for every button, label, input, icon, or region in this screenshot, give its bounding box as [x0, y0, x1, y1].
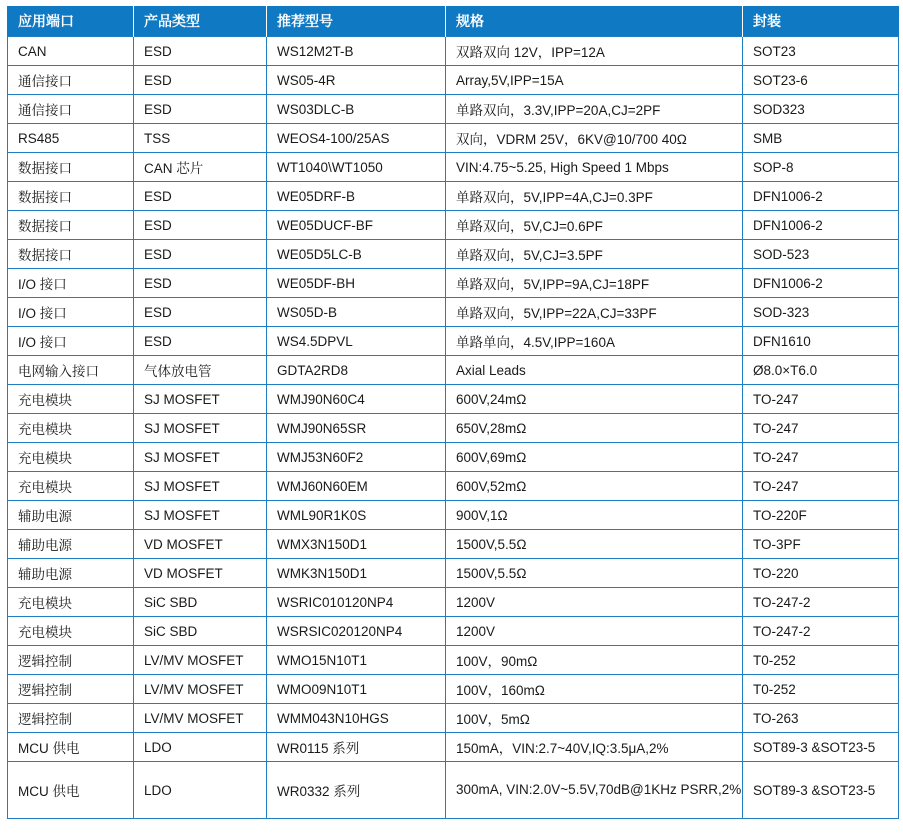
model-cell: WSRSIC020120NP4: [267, 617, 446, 646]
spec-cell: 单路双向，5V,IPP=4A,CJ=0.3PF: [446, 182, 743, 211]
spec-cell: 双路双向 12V，IPP=12A: [446, 37, 743, 66]
spec-cell: 1200V: [446, 588, 743, 617]
model-cell: WMX3N150D1: [267, 530, 446, 559]
product-type-cell: VD MOSFET: [134, 559, 267, 588]
table-header-row: [8, 6, 899, 37]
product-type-cell: SiC SBD: [134, 617, 267, 646]
model-cell: WS05D-B: [267, 298, 446, 327]
column-header-specification: 规格: [446, 6, 743, 37]
application-port-cell: 辅助电源: [8, 530, 134, 559]
model-cell: WMJ90N60C4: [267, 385, 446, 414]
spec-cell: 600V,52mΩ: [446, 472, 743, 501]
model-cell: WMO09N10T1: [267, 675, 446, 704]
spec-cell: 1200V: [446, 617, 743, 646]
spec-cell: 单路单向，4.5V,IPP=160A: [446, 327, 743, 356]
table-row: [8, 66, 899, 95]
table-row: [8, 762, 899, 819]
application-port-cell: MCU 供电: [8, 733, 134, 762]
application-port-cell: 逻辑控制: [8, 704, 134, 733]
package-cell: SOT23-6: [743, 66, 899, 95]
product-type-cell: 气体放电管: [134, 356, 267, 385]
package-cell: DFN1006-2: [743, 269, 899, 298]
package-cell: SOD323: [743, 95, 899, 124]
spec-cell: 600V,24mΩ: [446, 385, 743, 414]
application-port-cell: 数据接口: [8, 182, 134, 211]
table-row: [8, 298, 899, 327]
application-port-cell: 逻辑控制: [8, 675, 134, 704]
package-cell: SOT89-3 &SOT23-5: [743, 733, 899, 762]
package-cell: TO-263: [743, 704, 899, 733]
table-row: [8, 385, 899, 414]
application-port-cell: 充电模块: [8, 414, 134, 443]
package-cell: DFN1006-2: [743, 182, 899, 211]
column-header-package: 封装: [743, 6, 899, 37]
table-row: [8, 646, 899, 675]
spec-cell: 100V，5mΩ: [446, 704, 743, 733]
product-type-cell: LV/MV MOSFET: [134, 675, 267, 704]
application-port-cell: 通信接口: [8, 66, 134, 95]
application-port-cell: 充电模块: [8, 443, 134, 472]
table-row: [8, 588, 899, 617]
model-cell: WS05-4R: [267, 66, 446, 95]
table-row: [8, 153, 899, 182]
table-row: [8, 414, 899, 443]
spec-cell: 单路双向，5V,CJ=3.5PF: [446, 240, 743, 269]
product-spec-table: [7, 6, 899, 819]
application-port-cell: 数据接口: [8, 211, 134, 240]
table-row: [8, 733, 899, 762]
package-cell: Ø8.0×T6.0: [743, 356, 899, 385]
application-port-cell: 电网输入接口: [8, 356, 134, 385]
spec-cell: 1500V,5.5Ω: [446, 530, 743, 559]
application-port-cell: 数据接口: [8, 240, 134, 269]
product-type-cell: LDO: [134, 733, 267, 762]
product-type-cell: ESD: [134, 95, 267, 124]
application-port-cell: RS485: [8, 124, 134, 153]
application-port-cell: 通信接口: [8, 95, 134, 124]
product-type-cell: ESD: [134, 240, 267, 269]
product-type-cell: SJ MOSFET: [134, 414, 267, 443]
package-cell: DFN1610: [743, 327, 899, 356]
model-cell: WMJ90N65SR: [267, 414, 446, 443]
table-row: [8, 211, 899, 240]
model-cell: WMJ60N60EM: [267, 472, 446, 501]
product-type-cell: VD MOSFET: [134, 530, 267, 559]
column-header-recommended-model: 推荐型号: [267, 6, 446, 37]
table-row: [8, 356, 899, 385]
package-cell: TO-247: [743, 443, 899, 472]
package-cell: TO-247: [743, 414, 899, 443]
column-header-application-port: 应用端口: [8, 6, 134, 37]
table-row: [8, 530, 899, 559]
package-cell: TO-247-2: [743, 617, 899, 646]
spec-cell: Array,5V,IPP=15A: [446, 66, 743, 95]
table-row: [8, 559, 899, 588]
model-cell: WS03DLC-B: [267, 95, 446, 124]
table-row: [8, 472, 899, 501]
spec-cell: 150mA，VIN:2.7~40V,IQ:3.5μA,2%: [446, 733, 743, 762]
application-port-cell: I/O 接口: [8, 298, 134, 327]
package-cell: T0-252: [743, 646, 899, 675]
model-cell: WR0332 系列: [267, 762, 446, 819]
product-type-cell: SJ MOSFET: [134, 443, 267, 472]
model-cell: WE05D5LC-B: [267, 240, 446, 269]
spec-cell: 100V，160mΩ: [446, 675, 743, 704]
model-cell: WML90R1K0S: [267, 501, 446, 530]
model-cell: WS4.5DPVL: [267, 327, 446, 356]
table-row: [8, 124, 899, 153]
spec-cell: 单路双向，3.3V,IPP=20A,CJ=2PF: [446, 95, 743, 124]
model-cell: GDTA2RD8: [267, 356, 446, 385]
application-port-cell: I/O 接口: [8, 327, 134, 356]
spec-cell: 100V，90mΩ: [446, 646, 743, 675]
spec-cell: 单路双向，5V,IPP=22A,CJ=33PF: [446, 298, 743, 327]
application-port-cell: CAN: [8, 37, 134, 66]
package-cell: T0-252: [743, 675, 899, 704]
model-cell: WMK3N150D1: [267, 559, 446, 588]
model-cell: WMJ53N60F2: [267, 443, 446, 472]
package-cell: TO-220F: [743, 501, 899, 530]
product-type-cell: CAN 芯片: [134, 153, 267, 182]
application-port-cell: 充电模块: [8, 588, 134, 617]
application-port-cell: 辅助电源: [8, 501, 134, 530]
model-cell: WEOS4-100/25AS: [267, 124, 446, 153]
product-type-cell: TSS: [134, 124, 267, 153]
application-port-cell: 逻辑控制: [8, 646, 134, 675]
product-type-cell: ESD: [134, 327, 267, 356]
package-cell: DFN1006-2: [743, 211, 899, 240]
table-row: [8, 443, 899, 472]
spec-cell: 单路双向，5V,CJ=0.6PF: [446, 211, 743, 240]
column-header-product-type: 产品类型: [134, 6, 267, 37]
model-cell: WSRIC010120NP4: [267, 588, 446, 617]
application-port-cell: 充电模块: [8, 617, 134, 646]
model-cell: WE05DRF-B: [267, 182, 446, 211]
table-row: [8, 95, 899, 124]
model-cell: WR0115 系列: [267, 733, 446, 762]
spec-cell: Axial Leads: [446, 356, 743, 385]
model-cell: WE05DF-BH: [267, 269, 446, 298]
model-cell: WS12M2T-B: [267, 37, 446, 66]
application-port-cell: 辅助电源: [8, 559, 134, 588]
product-type-cell: ESD: [134, 211, 267, 240]
table-body: [8, 37, 899, 819]
package-cell: TO-247-2: [743, 588, 899, 617]
table-row: [8, 182, 899, 211]
table-row: [8, 617, 899, 646]
spec-cell: 双向，VDRM 25V，6KV@10/700 40Ω: [446, 124, 743, 153]
product-type-cell: LV/MV MOSFET: [134, 646, 267, 675]
package-cell: SOP-8: [743, 153, 899, 182]
application-port-cell: I/O 接口: [8, 269, 134, 298]
package-cell: TO-247: [743, 385, 899, 414]
spec-cell: 300mA, VIN:2.0V~5.5V,70dB@1KHz PSRR,2%: [446, 762, 743, 819]
spec-cell: 650V,28mΩ: [446, 414, 743, 443]
model-cell: WMM043N10HGS: [267, 704, 446, 733]
table-row: [8, 675, 899, 704]
spec-cell: VIN:4.75~5.25, High Speed 1 Mbps: [446, 153, 743, 182]
table-row: [8, 501, 899, 530]
package-cell: TO-247: [743, 472, 899, 501]
package-cell: TO-3PF: [743, 530, 899, 559]
table-row: [8, 704, 899, 733]
product-type-cell: ESD: [134, 37, 267, 66]
table-row: [8, 240, 899, 269]
package-cell: SOD-523: [743, 240, 899, 269]
spec-cell: 900V,1Ω: [446, 501, 743, 530]
spec-cell: 600V,69mΩ: [446, 443, 743, 472]
table-row: [8, 269, 899, 298]
model-cell: WT1040\WT1050: [267, 153, 446, 182]
product-type-cell: ESD: [134, 298, 267, 327]
package-cell: SMB: [743, 124, 899, 153]
product-type-cell: ESD: [134, 66, 267, 95]
product-type-cell: SJ MOSFET: [134, 501, 267, 530]
product-type-cell: ESD: [134, 269, 267, 298]
application-port-cell: 数据接口: [8, 153, 134, 182]
product-type-cell: ESD: [134, 182, 267, 211]
package-cell: SOT89-3 &SOT23-5: [743, 762, 899, 819]
model-cell: WMO15N10T1: [267, 646, 446, 675]
product-type-cell: LV/MV MOSFET: [134, 704, 267, 733]
package-cell: TO-220: [743, 559, 899, 588]
application-port-cell: 充电模块: [8, 472, 134, 501]
package-cell: SOD-323: [743, 298, 899, 327]
table-row: [8, 327, 899, 356]
product-type-cell: LDO: [134, 762, 267, 819]
application-port-cell: 充电模块: [8, 385, 134, 414]
application-port-cell: MCU 供电: [8, 762, 134, 819]
product-type-cell: SJ MOSFET: [134, 472, 267, 501]
spec-cell: 单路双向，5V,IPP=9A,CJ=18PF: [446, 269, 743, 298]
spec-cell: 1500V,5.5Ω: [446, 559, 743, 588]
product-type-cell: SiC SBD: [134, 588, 267, 617]
package-cell: SOT23: [743, 37, 899, 66]
product-type-cell: SJ MOSFET: [134, 385, 267, 414]
model-cell: WE05DUCF-BF: [267, 211, 446, 240]
table-row: [8, 37, 899, 66]
